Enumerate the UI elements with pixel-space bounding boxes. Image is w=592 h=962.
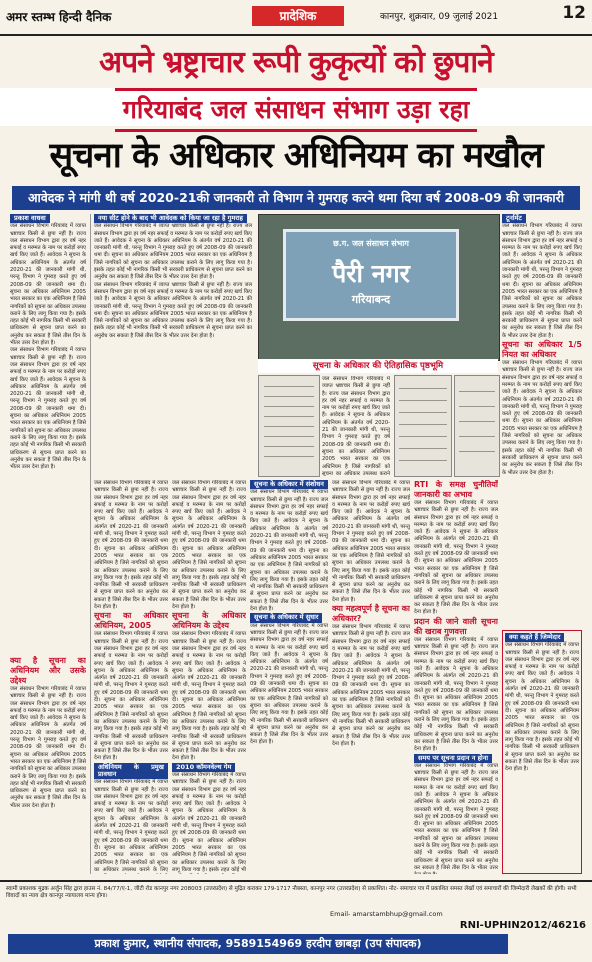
page-number: 12	[562, 3, 586, 23]
document-image	[394, 375, 452, 477]
signboard-photo	[258, 214, 500, 361]
heading-reform: सूचना के अधिकार में सुधार	[250, 613, 322, 622]
headline-line-3: सूचना के अधिकार अधिनियम का मखौल	[49, 136, 543, 176]
heading-challenges: RTI के समक्ष चुनौतियाँ जानकारी का अभाव	[414, 480, 498, 499]
middle-tag: नया सीट होने के बाद भी आवेदक को किया जा रहा है गुमराह	[94, 214, 247, 223]
body-2-text-3: जल संसाधन विभाग गरियाबंद में व्याप्त भ्रष्टाचार किसी से छुपा नहीं है। राज्य जल संसाधन विभाग द्वारा हर वर्ष नहर सफाई व मरम्मत के नाम पर करोड़ों रुपए खर्च किए जाते हैं। आवेदक ने सूचना के अधिकार अधिनियम के अंतर्गत वर्ष 2020-21 की जानकारी मांगी थी, परन्तु विभाग ने गुमराह करते हुए वर्ष 2008-09 की जानकारी थमा दी। सूचना का अधिकार अधिनियम 2005 भारत सरकार का एक अधिनियम है जिसे नागरिकों को सूचना का अधिकार उपलब्ध कराने के लिए लागू किया गया है। इसके तहत कोई भी	[172, 771, 246, 873]
heading-rti-act-2005: सूचना का अधिकार अधिनियम, 2005	[94, 611, 168, 631]
left-column-lower	[10, 656, 86, 876]
left-column-body: जल संसाधन विभाग गरियाबंद में व्याप्त भ्रष्टाचार किसी से छुपा नहीं है। राज्य जल संसाधन विभाग द्वारा हर वर्ष नहर सफाई व मरम्मत के नाम पर करोड़ों रुपए खर्च किए जाते हैं। आवेदक ने सूचना के अधिकार अधिनियम के अंतर्गत वर्ष 2020-21 की जानकारी मांगी थी, परन्तु विभाग ने गुमराह करते हुए वर्ष 2008-09 की जानकारी थमा दी। सूचना का अधिकार अधिनियम 2005 भारत सरकार का एक अधिनियम है जिसे नागरिकों को सूचना का अधिकार उपलब्ध कराने के लिए लागू किया गया है। इसके तहत कोई भी नागरिक किसी भी सरकारी प्राधिकरण से सूचना प्राप्त करने का अनुरोध कर सकता है जिसे तीस दिन के भीतर उत्तर देना होता है।	[10, 223, 86, 347]
body-3-text-2: जल संसाधन विभाग गरियाबंद में व्याप्त भ्रष्टाचार किसी से छुपा नहीं है। राज्य जल संसाधन विभाग द्वारा हर वर्ष नहर सफाई व मरम्मत के नाम पर करोड़ों रुपए खर्च किए जाते हैं। आवेदक ने सूचना के अधिकार अधिनियम के अंतर्गत वर्ष 2020-21 की जानकारी मांगी थी, परन्तु विभाग ने गुमराह करते हुए वर्ष 2008-09 की जानकारी थमा दी। सूचना का अधिकार अधिनियम 2005 भारत सरकार का एक अधिनियम है जिसे नागरिकों को सूचना का अधिकार उपलब्ध कराने के लिए लागू किया गया है। इसके तहत कोई भी नागरिक किसी भी सरकारी प्राधिकरण से सूचना प्राप्त करने का अनुरोध कर सकता है जिसे तीस दिन के भीतर उत्तर देना होता है।	[250, 622, 328, 746]
body-column-2	[172, 480, 246, 874]
body-1-text: जल संसाधन विभाग गरियाबंद में व्याप्त भ्रष्टाचार किसी से छुपा नहीं है। राज्य जल संसाधन विभाग द्वारा हर वर्ष नहर सफाई व मरम्मत के नाम पर करोड़ों रुपए खर्च किए जाते हैं। आवेदक ने सूचना के अधिकार अधिनियम के अंतर्गत वर्ष 2020-21 की जानकारी मांगी थी, परन्तु विभाग ने गुमराह करते हुए वर्ष 2008-09 की जानकारी थमा दी। सूचना का अधिकार अधिनियम 2005 भारत सरकार का एक अधिनियम है जिसे नागरिकों को सूचना का अधिकार उपलब्ध कराने के लिए लागू किया गया है। इसके तहत कोई भी नागरिक किसी भी सरकारी प्राधिकरण से सूचना प्राप्त करने का अनुरोध कर सकता है जिसे तीस दिन के भीतर उत्तर देना होता है।	[94, 480, 168, 611]
footer	[0, 880, 592, 962]
headline-line-2-wrap	[0, 88, 592, 126]
signboard	[283, 229, 459, 321]
body-column-5	[414, 480, 498, 874]
author-tag: प्रकाश वाधवा	[10, 214, 50, 223]
photo-caption: सूचना के अधिकार की ऐतिहासिक पृष्ठभूमि	[258, 359, 498, 373]
body-5-text: जल संसाधन विभाग गरियाबंद में व्याप्त भ्रष्टाचार किसी से छुपा नहीं है। राज्य जल संसाधन विभाग द्वारा हर वर्ष नहर सफाई व मरम्मत के नाम पर करोड़ों रुपए खर्च किए जाते हैं। आवेदक ने सूचना के अधिकार अधिनियम के अंतर्गत वर्ष 2020-21 की जानकारी मांगी थी, परन्तु विभाग ने गुमराह करते हुए वर्ष 2008-09 की जानकारी थमा दी। सूचना का अधिकार अधिनियम 2005 भारत सरकार का एक अधिनियम है जिसे नागरिकों को सूचना का अधिकार उपलब्ध कराने के लिए लागू किया गया है। इसके तहत कोई भी नागरिक किसी भी सरकारी प्राधिकरण से सूचना प्राप्त करने का अनुरोध कर सकता है जिसे तीस दिन के भीतर उत्तर देना होता है।	[414, 500, 498, 616]
paper-name: अमर स्तम्भ हिन्दी दैनिक	[6, 10, 112, 24]
middle-top-body: जल संसाधन विभाग गरियाबंद में व्याप्त भ्रष्टाचार किसी से छुपा नहीं है। राज्य जल संसाधन विभाग द्वारा हर वर्ष नहर सफाई व मरम्मत के नाम पर करोड़ों रुपए खर्च किए जाते हैं। आवेदक ने सूचना के अधिकार अधिनियम के अंतर्गत वर्ष 2020-21 की जानकारी मांगी थी, परन्तु विभाग ने गुमराह करते हुए वर्ष 2008-09 की जानकारी थमा दी। सूचना का अधिकार अधिनियम 2005 भारत सरकार का एक अधिनियम है जिसे नागरिकों को सूचना का अधिकार उपलब्ध कराने के लिए लागू किया गया है। इसके तहत कोई भी नागरिक किसी भी सरकारी प्राधिकरण से सूचना प्राप्त करने का अनुरोध कर सकता है जिसे तीस दिन के भीतर उत्तर देना होता है।	[94, 223, 252, 281]
heading-amendment: सूचना के अधिकार में संशोधन	[250, 480, 328, 489]
heading-rti-fraction: सूचना का अधिकार 1/5 नियत का अधिकार	[502, 340, 582, 360]
section-tag: प्रादेशिक	[252, 6, 344, 26]
right-body-2: जल संसाधन विभाग गरियाबंद में व्याप्त भ्रष्टाचार किसी से छुपा नहीं है। राज्य जल संसाधन विभाग द्वारा हर वर्ष नहर सफाई व मरम्मत के नाम पर करोड़ों रुपए खर्च किए जाते हैं। आवेदक ने सूचना के अधिकार अधिनियम के अंतर्गत वर्ष 2020-21 की जानकारी मांगी थी, परन्तु विभाग ने गुमराह करते हुए वर्ष 2008-09 की जानकारी थमा दी। सूचना का अधिकार अधिनियम 2005 भारत सरकार का एक अधिनियम है जिसे नागरिकों को सूचना का अधिकार उपलब्ध कराने के लिए लागू किया गया है। इसके तहत कोई भी नागरिक किसी भी सरकारी प्राधिकरण से सूचना प्राप्त करने का अनुरोध कर सकता है जिसे तीस दिन के भीतर उत्तर देना होता है।	[502, 360, 582, 476]
responsible-box	[502, 630, 582, 874]
doc-side-body: जल संसाधन विभाग गरियाबंद में व्याप्त भ्रष्टाचार किसी से छुपा नहीं है। राज्य जल संसाधन विभाग द्वारा हर वर्ष नहर सफाई व मरम्मत के नाम पर करोड़ों रुपए खर्च किए जाते हैं। आवेदक ने सूचना के अधिकार अधिनियम के अंतर्गत वर्ष 2020-21 की जानकारी मांगी थी, परन्तु विभाग ने गुमराह करते हुए वर्ष 2008-09 की जानकारी थमा दी। सूचना का अधिकार अधिनियम 2005 भारत सरकार का एक अधिनियम है जिसे नागरिकों को सूचना का अधिकार उपलब्ध कराने	[322, 376, 390, 476]
left-column-body-2: जल संसाधन विभाग गरियाबंद में व्याप्त भ्रष्टाचार किसी से छुपा नहीं है। राज्य जल संसाधन विभाग द्वारा हर वर्ष नहर सफाई व मरम्मत के नाम पर करोड़ों रुपए खर्च किए जाते हैं। आवेदक ने सूचना के अधिकार अधिनियम के अंतर्गत वर्ष 2020-21 की जानकारी मांगी थी, परन्तु विभाग ने गुमराह करते हुए वर्ष 2008-09 की जानकारी थमा दी। सूचना का अधिकार अधिनियम 2005 भारत सरकार का एक अधिनियम है जिसे नागरिकों को सूचना का अधिकार उपलब्ध कराने के लिए लागू किया गया है। इसके तहत कोई भी नागरिक किसी भी सरकारी प्राधिकरण से सूचना प्राप्त करने का अनुरोध कर सकता है जिसे तीस दिन के भीतर उत्तर देना होता है।	[10, 347, 86, 471]
headline-line-2: गरियाबंद जल संसाधन संभाग उड़ा रहा	[115, 88, 477, 132]
doc-side-text	[322, 376, 390, 476]
body-2-text-2: जल संसाधन विभाग गरियाबंद में व्याप्त भ्रष्टाचार किसी से छुपा नहीं है। राज्य जल संसाधन विभाग द्वारा हर वर्ष नहर सफाई व मरम्मत के नाम पर करोड़ों रुपए खर्च किए जाते हैं। आवेदक ने सूचना के अधिकार अधिनियम के अंतर्गत वर्ष 2020-21 की जानकारी मांगी थी, परन्तु विभाग ने गुमराह करते हुए वर्ष 2008-09 की जानकारी थमा दी। सूचना का अधिकार अधिनियम 2005 भारत सरकार का एक अधिनियम है जिसे नागरिकों को सूचना का अधिकार उपलब्ध कराने के लिए लागू किया गया है। इसके तहत कोई भी नागरिक किसी भी सरकारी प्राधिकरण से सूचना प्राप्त करने का अनुरोध कर सकता है जिसे तीस दिन के भीतर उत्तर देना होता है।	[172, 631, 246, 762]
dateline: कानपुर, शुक्रवार, 09 जुलाई 2021	[380, 12, 499, 22]
heading-objectives: सूचना के अधिकार अधिनियम के उद्देश्य	[172, 611, 246, 631]
heading-responsible: क्या कहते हैं जिम्मेदार	[505, 633, 564, 642]
heading-provisions: अधिनियम के प्रमुख प्रावधान	[94, 763, 168, 780]
masthead	[0, 0, 592, 36]
middle-column-top	[94, 214, 252, 474]
body-1-text-2: जल संसाधन विभाग गरियाबंद में व्याप्त भ्रष्टाचार किसी से छुपा नहीं है। राज्य जल संसाधन विभाग द्वारा हर वर्ष नहर सफाई व मरम्मत के नाम पर करोड़ों रुपए खर्च किए जाते हैं। आवेदक ने सूचना के अधिकार अधिनियम के अंतर्गत वर्ष 2020-21 की जानकारी मांगी थी, परन्तु विभाग ने गुमराह करते हुए वर्ष 2008-09 की जानकारी थमा दी। सूचना का अधिकार अधिनियम 2005 भारत सरकार का एक अधिनियम है जिसे नागरिकों को सूचना का अधिकार उपलब्ध कराने के लिए लागू किया गया है। इसके तहत कोई भी नागरिक किसी भी सरकारी प्राधिकरण से सूचना प्राप्त करने का अनुरोध कर सकता है जिसे तीस दिन के भीतर उत्तर देना होता है।	[94, 631, 168, 762]
rni-number: RNI-UPHIN2012/46216	[459, 920, 586, 931]
divider	[90, 214, 91, 874]
right-tag: टूर्नामेंट	[502, 214, 526, 223]
body-4-text: जल संसाधन विभाग गरियाबंद में व्याप्त भ्रष्टाचार किसी से छुपा नहीं है। राज्य जल संसाधन विभाग द्वारा हर वर्ष नहर सफाई व मरम्मत के नाम पर करोड़ों रुपए खर्च किए जाते हैं। आवेदक ने सूचना के अधिकार अधिनियम के अंतर्गत वर्ष 2020-21 की जानकारी मांगी थी, परन्तु विभाग ने गुमराह करते हुए वर्ष 2008-09 की जानकारी थमा दी। सूचना का अधिकार अधिनियम 2005 भारत सरकार का एक अधिनियम है जिसे नागरिकों को सूचना का अधिकार उपलब्ध कराने के लिए लागू किया गया है। इसके तहत कोई भी नागरिक किसी भी सरकारी प्राधिकरण से सूचना प्राप्त करने का अनुरोध कर सकता है जिसे तीस दिन के भीतर उत्तर देना होता है।	[332, 480, 410, 603]
body-column-3	[250, 480, 328, 874]
right-body: जल संसाधन विभाग गरियाबंद में व्याप्त भ्रष्टाचार किसी से छुपा नहीं है। राज्य जल संसाधन विभाग द्वारा हर वर्ष नहर सफाई व मरम्मत के नाम पर करोड़ों रुपए खर्च किए जाते हैं। आवेदक ने सूचना के अधिकार अधिनियम के अंतर्गत वर्ष 2020-21 की जानकारी मांगी थी, परन्तु विभाग ने गुमराह करते हुए वर्ष 2008-09 की जानकारी थमा दी। सूचना का अधिकार अधिनियम 2005 भारत सरकार का एक अधिनियम है जिसे नागरिकों को सूचना का अधिकार उपलब्ध कराने के लिए लागू किया गया है। इसके तहत कोई भी नागरिक किसी भी सरकारी प्राधिकरण से सूचना प्राप्त करने का अनुरोध कर सकता है जिसे तीस दिन के भीतर उत्तर देना होता है।	[502, 223, 582, 339]
document-image	[258, 375, 320, 477]
middle-top-body-2: जल संसाधन विभाग गरियाबंद में व्याप्त भ्रष्टाचार किसी से छुपा नहीं है। राज्य जल संसाधन विभाग द्वारा हर वर्ष नहर सफाई व मरम्मत के नाम पर करोड़ों रुपए खर्च किए जाते हैं। आवेदक ने सूचना के अधिकार अधिनियम के अंतर्गत वर्ष 2020-21 की जानकारी मांगी थी, परन्तु विभाग ने गुमराह करते हुए वर्ष 2008-09 की जानकारी थमा दी। सूचना का अधिकार अधिनियम 2005 भारत सरकार का एक अधिनियम है जिसे नागरिकों को सूचना का अधिकार उपलब्ध कराने के लिए लागू किया गया है। इसके तहत कोई भी नागरिक किसी भी सरकारी प्राधिकरण से सूचना प्राप्त करने का अनुरोध कर सकता है जिसे तीस दिन के भीतर उत्तर देना होता है।	[94, 281, 252, 339]
body-column-1	[94, 480, 168, 874]
headline-line-1: अपने भ्रष्ट्राचार रूपी कुकृत्यों को छुपाने	[99, 45, 493, 80]
left-lower-body: जल संसाधन विभाग गरियाबंद में व्याप्त भ्रष्टाचार किसी से छुपा नहीं है। राज्य जल संसाधन विभाग द्वारा हर वर्ष नहर सफाई व मरम्मत के नाम पर करोड़ों रुपए खर्च किए जाते हैं। आवेदक ने सूचना के अधिकार अधिनियम के अंतर्गत वर्ष 2020-21 की जानकारी मांगी थी, परन्तु विभाग ने गुमराह करते हुए वर्ष 2008-09 की जानकारी थमा दी। सूचना का अधिकार अधिनियम 2005 भारत सरकार का एक अधिनियम है जिसे नागरिकों को सूचना का अधिकार उपलब्ध कराने के लिए लागू किया गया है। इसके तहत कोई भी नागरिक किसी भी सरकारी प्राधिकरण से सूचना प्राप्त करने का अनुरोध कर सकता है जिसे तीस दिन के भीतर उत्तर देना होता है।	[10, 686, 86, 809]
body-5-text-3: जल संसाधन विभाग गरियाबंद में व्याप्त भ्रष्टाचार किसी से छुपा नहीं है। राज्य जल संसाधन विभाग द्वारा हर वर्ष नहर सफाई व मरम्मत के नाम पर करोड़ों रुपए खर्च किए जाते हैं। आवेदक ने सूचना के अधिकार अधिनियम के अंतर्गत वर्ष 2020-21 की जानकारी मांगी थी, परन्तु विभाग ने गुमराह करते हुए वर्ष 2008-09 की जानकारी थमा दी। सूचना का अधिकार अधिनियम 2005 भारत सरकार का एक अधिनियम है जिसे नागरिकों को सूचना का अधिकार उपलब्ध कराने के लिए लागू किया गया है। इसके तहत कोई भी नागरिक किसी भी सरकारी प्राधिकरण से सूचना प्राप्त करने का अनुरोध कर सकता है जिसे तीस दिन के भीतर उत्तर	[414, 762, 498, 871]
body-5-text-2: जल संसाधन विभाग गरियाबंद में व्याप्त भ्रष्टाचार किसी से छुपा नहीं है। राज्य जल संसाधन विभाग द्वारा हर वर्ष नहर सफाई व मरम्मत के नाम पर करोड़ों रुपए खर्च किए जाते हैं। आवेदक ने सूचना के अधिकार अधिनियम के अंतर्गत वर्ष 2020-21 की जानकारी मांगी थी, परन्तु विभाग ने गुमराह करते हुए वर्ष 2008-09 की जानकारी थमा दी। सूचना का अधिकार अधिनियम 2005 भारत सरकार का एक अधिनियम है जिसे नागरिकों को सूचना का अधिकार उपलब्ध कराने के लिए लागू किया गया है। इसके तहत कोई भी नागरिक किसी भी सरकारी प्राधिकरण से सूचना प्राप्त करने का अनुरोध कर सकता है जिसे तीस दिन के भीतर उत्तर देना होता है।	[414, 636, 498, 753]
heading-poor-quality: प्रदान की जाने वाली सूचना की खराब गुणवत्ता	[414, 616, 498, 636]
imprint: स्वामी प्रकाशक मुद्रक अर्जुन सिंह द्वारा हाउस नं. 84/77/ए-1, जीटी रोड कानपुर नगर 208003 (उत्तरप्रदेश) से मुद्रित कराकर 179-1717 नौबस्ता, कानपुर नगर (उत्तरप्रदेश) से प्रकाशित। नोट- समाचार पत्र में प्रकाशित समस्त लेखों एवं समाचारों की जिम्मेदारी लेखकों की होगी। सभी विवादों का न्याय क्षेत्र कानपुर न्यायालय मान्य होगा।	[6, 886, 577, 899]
body-2-text: जल संसाधन विभाग गरियाबंद में व्याप्त भ्रष्टाचार किसी से छुपा नहीं है। राज्य जल संसाधन विभाग द्वारा हर वर्ष नहर सफाई व मरम्मत के नाम पर करोड़ों रुपए खर्च किए जाते हैं। आवेदक ने सूचना के अधिकार अधिनियम के अंतर्गत वर्ष 2020-21 की जानकारी मांगी थी, परन्तु विभाग ने गुमराह करते हुए वर्ष 2008-09 की जानकारी थमा दी। सूचना का अधिकार अधिनियम 2005 भारत सरकार का एक अधिनियम है जिसे नागरिकों को सूचना का अधिकार उपलब्ध कराने के लिए लागू किया गया है। इसके तहत कोई भी नागरिक किसी भी सरकारी प्राधिकरण से सूचना प्राप्त करने का अनुरोध कर सकता है जिसे तीस दिन के भीतर उत्तर देना होता है।	[172, 480, 246, 611]
heading-commonwealth: 2010 कॉमनवेल्थ गेम	[172, 763, 235, 772]
email: Email- amarstambhup@gmail.com	[330, 910, 443, 918]
body-column-4	[332, 480, 410, 874]
right-column	[502, 214, 582, 624]
heading-what-is-rti: क्या है सूचना का अधिनियम और उसके उद्देश्य	[10, 656, 86, 685]
body-1-text-3: जल संसाधन विभाग गरियाबंद में व्याप्त भ्रष्टाचार किसी से छुपा नहीं है। राज्य जल संसाधन विभाग द्वारा हर वर्ष नहर सफाई व मरम्मत के नाम पर करोड़ों रुपए खर्च किए जाते हैं। आवेदक ने सूचना के अधिकार अधिनियम के अंतर्गत वर्ष 2020-21 की जानकारी मांगी थी, परन्तु विभाग ने गुमराह करते हुए वर्ष 2008-09 की जानकारी थमा दी। सूचना का अधिकार अधिनियम 2005 भारत सरकार का एक अधिनियम है जिसे नागरिकों को सूचना का अधिकार उपलब्ध कराने के लिए	[94, 779, 168, 873]
sign-line-2: पैरी नगर	[332, 259, 410, 288]
heading-important: क्या महत्वपूर्ण है सूचना का अधिकार?	[332, 604, 410, 624]
left-column	[10, 214, 86, 654]
body-4-text-2: जल संसाधन विभाग गरियाबंद में व्याप्त भ्रष्टाचार किसी से छुपा नहीं है। राज्य जल संसाधन विभाग द्वारा हर वर्ष नहर सफाई व मरम्मत के नाम पर करोड़ों रुपए खर्च किए जाते हैं। आवेदक ने सूचना के अधिकार अधिनियम के अंतर्गत वर्ष 2020-21 की जानकारी मांगी थी, परन्तु विभाग ने गुमराह करते हुए वर्ष 2008-09 की जानकारी थमा दी। सूचना का अधिकार अधिनियम 2005 भारत सरकार का एक अधिनियम है जिसे नागरिकों को सूचना का अधिकार उपलब्ध कराने के लिए लागू किया गया है। इसके तहत कोई भी नागरिक किसी भी सरकारी प्राधिकरण से सूचना प्राप्त करने का अनुरोध कर सकता है जिसे तीस दिन के भीतर उत्तर देना होता है।	[332, 624, 410, 747]
editor-bar: प्रकाश कुमार, स्थानीय संपादक, 9589154969 हरदीप छाबड़ा (उप संपादक)	[8, 934, 508, 954]
document-image	[454, 375, 500, 477]
sub-headline: आवेदक ने मांगी थी वर्ष 2020-21की जानकारी तो विभाग ने गुमराह करने थमा दिया वर्ष 2008-09 की जानकारी	[12, 186, 580, 210]
heading-delay: समय पर सूचना प्रदान न होना	[414, 754, 492, 763]
responsible-body: जल संसाधन विभाग गरियाबंद में व्याप्त भ्रष्टाचार किसी से छुपा नहीं है। राज्य जल संसाधन विभाग द्वारा हर वर्ष नहर सफाई व मरम्मत के नाम पर करोड़ों रुपए खर्च किए जाते हैं। आवेदक ने सूचना के अधिकार अधिनियम के अंतर्गत वर्ष 2020-21 की जानकारी मांगी थी, परन्तु विभाग ने गुमराह करते हुए वर्ष 2008-09 की जानकारी थमा दी। सूचना का अधिकार अधिनियम 2005 भारत सरकार का एक अधिनियम है जिसे नागरिकों को सूचना का अधिकार उपलब्ध कराने के लिए लागू किया गया है। इसके तहत कोई भी नागरिक किसी भी सरकारी प्राधिकरण से सूचना प्राप्त करने का अनुरोध कर सकता है जिसे तीस दिन के भीतर उत्तर देना होता है।	[505, 642, 579, 773]
sign-line-3: गरियाबन्द	[351, 293, 391, 306]
sign-line-1: छ.ग. जल संसाधन संभाग	[333, 239, 409, 248]
body-3-text: जल संसाधन विभाग गरियाबंद में व्याप्त भ्रष्टाचार किसी से छुपा नहीं है। राज्य जल संसाधन विभाग द्वारा हर वर्ष नहर सफाई व मरम्मत के नाम पर करोड़ों रुपए खर्च किए जाते हैं। आवेदक ने सूचना के अधिकार अधिनियम के अंतर्गत वर्ष 2020-21 की जानकारी मांगी थी, परन्तु विभाग ने गुमराह करते हुए वर्ष 2008-09 की जानकारी थमा दी। सूचना का अधिकार अधिनियम 2005 भारत सरकार का एक अधिनियम है जिसे नागरिकों को सूचना का अधिकार उपलब्ध कराने के लिए लागू किया गया है। इसके तहत कोई भी नागरिक किसी भी सरकारी प्राधिकरण से सूचना प्राप्त करने का अनुरोध कर सकता है जिसे तीस दिन के भीतर उत्तर देना होता है।	[250, 489, 328, 613]
